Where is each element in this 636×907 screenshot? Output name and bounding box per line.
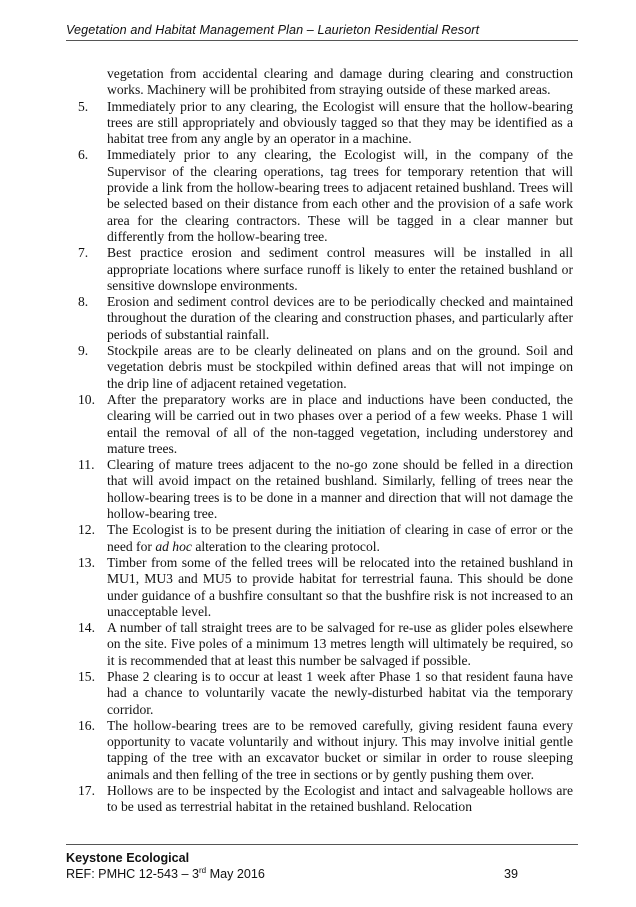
item-number: 13. bbox=[78, 554, 95, 570]
company-name: Keystone Ecological bbox=[66, 851, 190, 865]
item-number: 8. bbox=[78, 294, 89, 310]
item-text: Erosion and sediment control devices are to be periodically checked and maintained throughout the duration of the clearing and construction phases, and particularly after periods of substantial rainfall. bbox=[107, 294, 573, 342]
list-item bbox=[78, 522, 573, 555]
item-number: 16. bbox=[78, 717, 95, 733]
list-item bbox=[78, 620, 573, 669]
item-text: After the preparatory works are in place and inductions have been conducted, the clearing will be carried out in two phases over a period of a few weeks. Phase 1 will entail the removal of all of the non-tagged vegetation, including understorey and mature trees. bbox=[107, 391, 573, 456]
page-header bbox=[66, 23, 578, 41]
page-footer bbox=[66, 850, 578, 882]
item-text-italic: ad hoc bbox=[155, 538, 192, 554]
list-item bbox=[78, 392, 573, 457]
list-item bbox=[78, 669, 573, 718]
list-item bbox=[78, 99, 573, 148]
item-text: The hollow-bearing trees are to be removed carefully, giving resident fauna every opportunity to vacate voluntarily and without injury. This may involve initial gentle tapping of the tree with an excavator bucket or similar in order to rouse sleeping animals and then felling of the tree in sections or by gently pushing them over. bbox=[107, 717, 573, 782]
item-number: 15. bbox=[78, 668, 95, 684]
page-number: 39 bbox=[503, 867, 518, 881]
list-item bbox=[78, 294, 573, 343]
item-text: Clearing of mature trees adjacent to the no-go zone should be felled in a direction that will avoid impact on the retained bushland. Similarly, felling of trees near the hollow-bearing trees is to be done in a manner and direction that will not damage the hollow-bearing tree. bbox=[107, 457, 573, 522]
item-text: Hollows are to be inspected by the Ecologist and intact and salvageable hollows are to be used as terrestrial habitat in the retained bushland. Relocation bbox=[107, 783, 573, 815]
item-text: Stockpile areas are to be clearly delineated on plans and on the ground. Soil and vegetation debris must be stockpiled within defined areas that will not impinge on the drip line of adjacent retained vegetation. bbox=[107, 343, 573, 391]
item-number: 7. bbox=[78, 245, 89, 261]
item-number: 6. bbox=[78, 147, 89, 163]
reference-ordinal: rd bbox=[199, 865, 207, 875]
list-item bbox=[78, 783, 573, 816]
list-item bbox=[78, 245, 573, 294]
item-text: Phase 2 clearing is to occur at least 1 week after Phase 1 so that resident fauna have had a chance to voluntarily vacate the newly-disturbed habitat via the temporary corridor. bbox=[107, 668, 573, 717]
reference-line bbox=[66, 866, 578, 882]
list-item bbox=[78, 147, 573, 245]
item-number: 10. bbox=[78, 391, 95, 407]
list-item bbox=[78, 718, 573, 783]
list-item bbox=[78, 555, 573, 620]
item-number: 9. bbox=[78, 343, 89, 359]
item-number: 12. bbox=[78, 522, 95, 538]
reference-prefix: REF: PMHC 12-543 – 3 bbox=[66, 867, 199, 881]
item-text-before: The Ecologist is to be present during the initiation of clearing in case of error or the need for bbox=[107, 522, 573, 554]
continuation-paragraph: vegetation from accidental clearing and damage during clearing and construction works. Machinery will be prohibited from straying outside of these marked areas. bbox=[107, 66, 573, 98]
body-text bbox=[78, 66, 573, 816]
item-text: A number of tall straight trees are to be salvaged for re-use as glider poles elsewhere on the site. Five poles of a minimum 13 metres length will ultimately be required, so it is recommended that at least this number be salvaged if possible. bbox=[107, 620, 573, 668]
document-title: Vegetation and Habitat Management Plan – Laurieton Residential Resort bbox=[66, 23, 480, 37]
item-number: 17. bbox=[78, 783, 95, 799]
reference-date: May 2016 bbox=[206, 867, 265, 881]
list-item bbox=[78, 343, 573, 392]
item-text: Immediately prior to any clearing, the Ecologist will, in the company of the Supervisor of the clearing operations, tag trees for temporary retention that will provide a link from the hollow-bearing trees to adjacent retained bushland. Trees will be selected based on their distance from each other and the provision of a safe work area for the clearing contractors. These will be tagged in a clear manner but differently from the hollow-bearing tree. bbox=[107, 147, 573, 244]
item-number: 14. bbox=[78, 620, 95, 636]
list-item bbox=[78, 457, 573, 522]
item-number: 5. bbox=[78, 98, 89, 114]
item-text-after: alteration to the clearing protocol. bbox=[191, 538, 380, 554]
item-text: Timber from some of the felled trees will be relocated into the retained bushland in MU1, MU3 and MU5 to provide habitat for terrestrial fauna. This should be done under guidance of a bushfire consultant so that the bushfire risk is not increased to an unacceptable level. bbox=[107, 554, 573, 619]
footer-divider bbox=[66, 844, 578, 845]
item-text: Immediately prior to any clearing, the Ecologist will ensure that the hollow-bearing trees are still appropriately and obviously tagged so that they may be identified as a habitat tree from any angle by an operator in a machine. bbox=[107, 98, 573, 147]
item-text: Best practice erosion and sediment control measures will be installed in all appropriate locations where surface runoff is likely to enter the retained bushland or sensitive downslope environments. bbox=[107, 245, 573, 293]
item-number: 11. bbox=[78, 457, 95, 473]
